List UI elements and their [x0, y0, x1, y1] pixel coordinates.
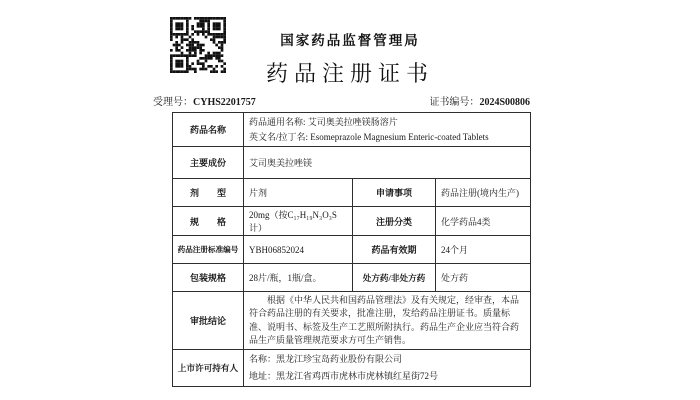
certificate-number-label: 证书编号： [429, 97, 480, 108]
certificate-number [429, 93, 530, 108]
standard-number-label: 药品注册标准编号 [173, 236, 244, 264]
application-item-value: 药品注册(境内生产) [436, 179, 531, 207]
license-holder-address: 地址：黑龙江省鸡西市虎林市虎林镇红星街72号 [249, 371, 439, 382]
approval-conclusion-label: 审批结论 [173, 292, 244, 350]
acceptance-number-value: CYHS2201757 [193, 97, 256, 108]
table-row [173, 236, 531, 264]
table-row [173, 207, 531, 236]
agency-name: 国家药品监督管理局 [280, 33, 420, 48]
dosage-form-value: 片剂 [244, 179, 353, 207]
certificate-number-value: 2024S00806 [479, 97, 530, 108]
drug-generic-name: 药品通用名称: 艾司奥美拉唑镁肠溶片 [249, 117, 398, 128]
license-holder-label: 上市许可持有人 [173, 350, 244, 387]
package-spec-label: 包装规格 [173, 264, 244, 292]
approval-conclusion-text: 根据《中华人民共和国药品管理法》及有关规定，经审查，本品符合药品注册的有关要求，批准注册，发给药品注册证书。质量标准、说明书、标签及生产工艺照所附执行。药品生产企业应当符合药品生产质量管理规范要求方可生产销售。 [244, 292, 531, 350]
validity-period-value: 24个月 [436, 236, 531, 264]
acceptance-number-label: 受理号： [153, 97, 193, 108]
table-row [173, 113, 531, 147]
registration-class-label: 注册分类 [353, 207, 436, 236]
meta-row [153, 93, 530, 108]
license-holder-name: 名称：黑龙江珍宝岛药业股份有限公司 [249, 354, 403, 364]
table-row [173, 350, 531, 387]
table-row [173, 179, 531, 207]
certificate-table [172, 112, 531, 387]
package-spec-value: 28片/瓶，1瓶/盒。 [244, 264, 353, 292]
rx-otc-label: 处方药/非处方药 [353, 264, 436, 292]
specification-value: 20mg（按C₁₇H₁₉N₃O₃S计） [244, 207, 353, 236]
application-item-label: 申请事项 [353, 179, 436, 207]
table-row [173, 264, 531, 292]
acceptance-number [153, 93, 256, 108]
validity-period-label: 药品有效期 [353, 236, 436, 264]
standard-number-value: YBH06852024 [244, 236, 353, 264]
main-ingredient-value: 艾司奥美拉唑镁 [244, 147, 531, 179]
table-row [173, 292, 531, 350]
rx-otc-value: 处方药 [436, 264, 531, 292]
drug-english-name: 英文名/拉丁名: Esomeprazole Magnesium Enteric-coated Tablets [249, 131, 489, 142]
drug-name-label: 药品名称 [173, 113, 244, 147]
specification-label: 规 格 [173, 207, 244, 236]
dosage-form-label: 剂 型 [173, 179, 244, 207]
table-row [173, 147, 531, 179]
certificate-header [0, 29, 700, 88]
registration-class-value: 化学药品4类 [436, 207, 531, 236]
main-ingredient-label: 主要成份 [173, 147, 244, 179]
certificate-title: 药品注册证书 [265, 61, 434, 86]
